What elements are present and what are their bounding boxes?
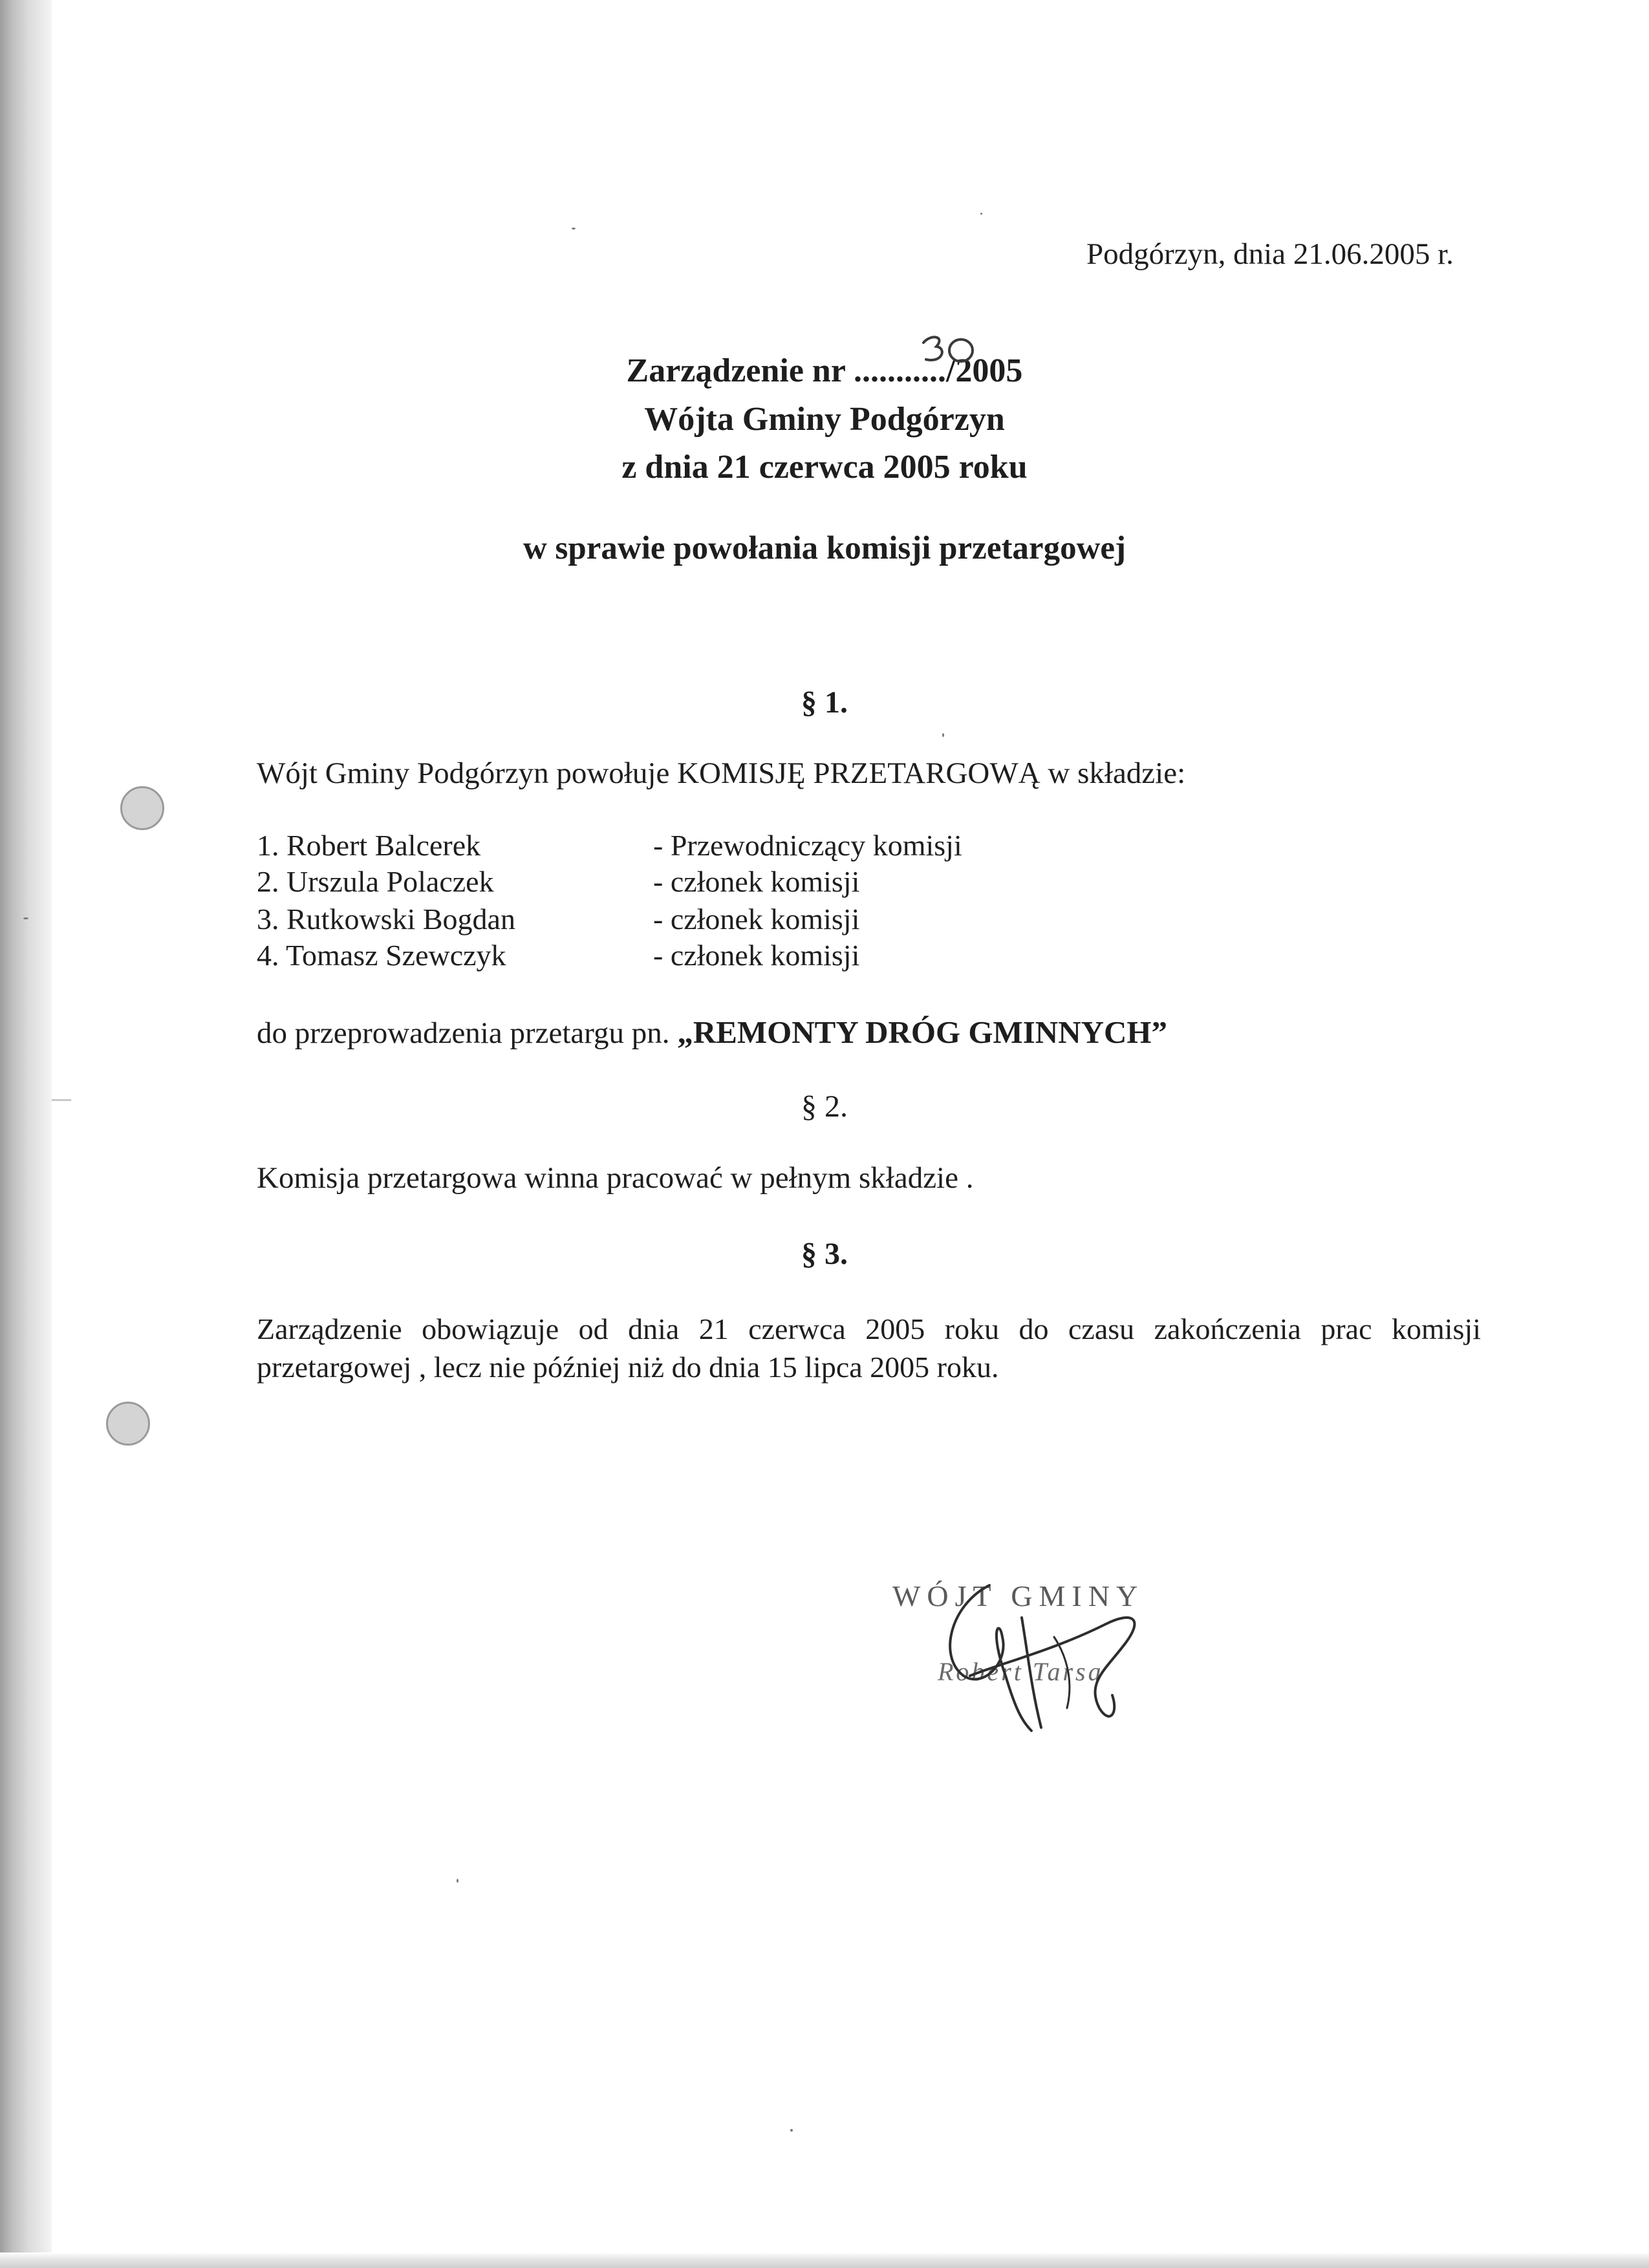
title-prefix: Zarządzenie nr (626, 352, 845, 389)
member-name: 4. Tomasz Szewczyk (257, 939, 506, 972)
member-name: 1. Robert Balcerek (257, 829, 481, 862)
member-name: 3. Rutkowski Bogdan (257, 903, 515, 936)
member-role: - członek komisji (653, 865, 860, 898)
stamp-name: Robert Tarsa (938, 1657, 1104, 1686)
stamp-title: WÓJT GMINY (892, 1579, 1145, 1612)
document-issuer: Wójta Gminy Podgórzyn (644, 401, 1005, 438)
scan-speck (790, 2129, 793, 2132)
scanner-bottom-edge (0, 2252, 1649, 2268)
scan-speck (942, 733, 944, 737)
section-1-intro: Wójt Gminy Podgórzyn powołuje KOMISJĘ PRZETARGOWĄ w składzie: (257, 756, 1186, 790)
tender-line (257, 1016, 1167, 1049)
member-role: - członek komisji (653, 939, 860, 972)
tender-prefix: do przeprowadzenia przetargu pn. (257, 1016, 678, 1050)
section-2-mark: § 2. (801, 1089, 848, 1124)
handwritten-number (917, 331, 982, 376)
member-role: - Przewodniczący komisji (653, 829, 962, 862)
handwritten-signature (892, 1579, 1196, 1734)
section-2-text: Komisja przetargowa winna pracować w pełnym składzie . (257, 1161, 974, 1195)
section-1-mark: § 1. (801, 685, 848, 720)
scan-speck (980, 213, 982, 215)
member-role: - członek komisji (653, 903, 860, 936)
scan-speck (572, 228, 576, 230)
member-name: 2. Urszula Polaczek (257, 865, 494, 898)
place-date: Podgórzyn, dnia 21.06.2005 r. (1086, 237, 1454, 271)
scanner-shadow (0, 0, 52, 2268)
official-stamp (892, 1579, 1196, 1734)
title-number-dots: .........../2005 (845, 352, 1023, 389)
section-3-text: Zarządzenie obowiązuje od dnia 21 czerwca 2005 roku do czasu zakończenia prac komisji przetargowej , lecz nie później niż do dnia 15 lipca 2005 roku. (257, 1312, 1481, 1384)
punch-hole-bottom (106, 1402, 150, 1446)
document-subject: w sprawie powołania komisji przetargowej (523, 530, 1126, 566)
document-title (0, 354, 1649, 388)
document-issue-date: z dnia 21 czerwca 2005 roku (621, 449, 1028, 486)
section-3-mark: § 3. (801, 1237, 848, 1271)
punch-hole-top (120, 786, 164, 830)
tender-name: „REMONTY DRÓG GMINNYCH” (677, 1014, 1167, 1050)
scan-speck (23, 917, 28, 919)
scan-speck (457, 1879, 458, 1883)
